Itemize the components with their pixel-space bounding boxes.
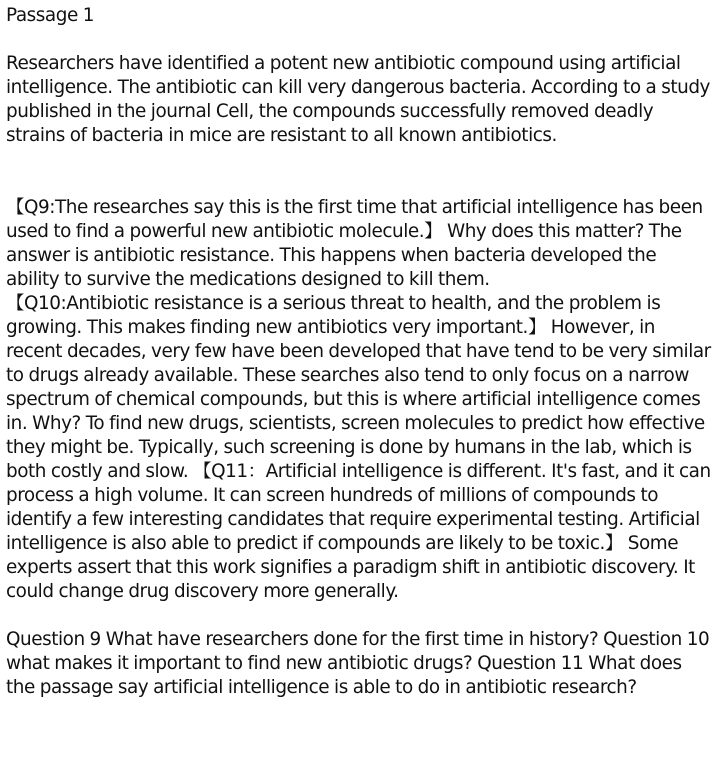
- passage-heading: Passage 1: [6, 5, 94, 26]
- spacer: [6, 604, 711, 628]
- paragraph-q9: 【Q9:The researches say this is the first time that artificial intelligence has been used to find a powerful new antibiotic molecule.】 Why does this matter? The answer is antibiotic resistance. This happens when bacteria developed the ability to survive the medications designed to kill them.: [6, 197, 703, 290]
- spacer: [6, 148, 711, 196]
- paragraph-intro: Researchers have identified a potent new antibiotic compound using artificial intelligence. The antibiotic can kill very dangerous bacteria. According to a study published in the journal Cell, the compounds successfully removed deadly strains of bacteria in mice are resistant to all known antibiotics.: [6, 53, 710, 146]
- document-page: [6, 4, 711, 700]
- question-list: Question 9 What have researchers done for the first time in history? Question 10 what makes it important to find new antibiotic drugs? Question 11 What does the passage say artificial intelligence is able to do in antibiotic research?: [6, 629, 710, 698]
- spacer: [6, 28, 711, 52]
- paragraph-q10-q11: 【Q10:Antibiotic resistance is a serious threat to health, and the problem is growing. This makes finding new antibiotics very important.】 However, in recent decades, very few have been developed that have tend to be very similar to drugs already available. These searches also tend to only focus on a narrow spectrum of chemical compounds, but this is where artificial intelligence comes in. Why? To find new drugs, scientists, screen molecules to predict how effective they might be. Typically, such screening is done by humans in the lab, which is both costly and slow. 【Q11：Artificial intelligence is different. It's fast, and it can process a high volume. It can screen hundreds of millions of compounds to identify a few interesting candidates that require experimental testing. Artificial intelligence is also able to predict if compounds are likely to be toxic.】 Some experts assert that this work signifies a paradigm shift in antibiotic discovery. It could change drug discovery more generally.: [6, 293, 711, 602]
